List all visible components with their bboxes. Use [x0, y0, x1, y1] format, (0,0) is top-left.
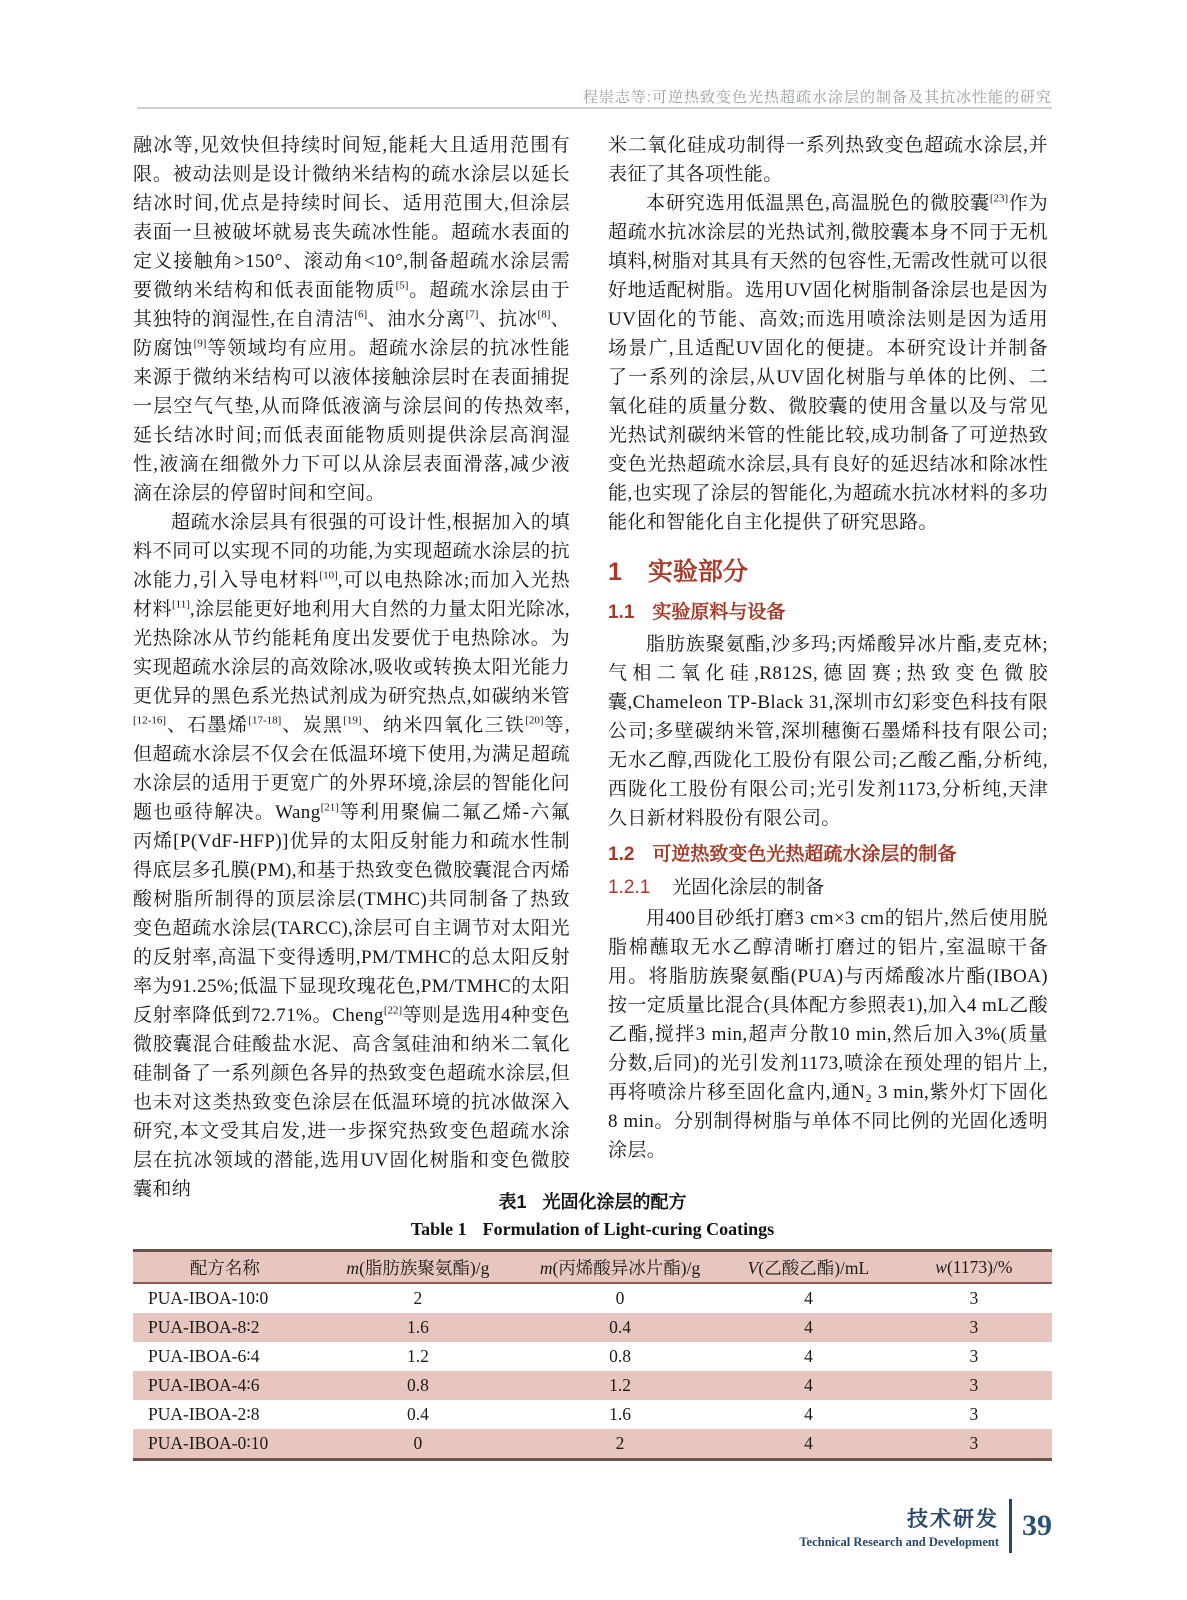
table-cell: PUA-IBOA-8∶2 — [148, 1317, 260, 1337]
column-label: (1173)/% — [946, 1256, 1013, 1277]
column-label: (乙酸乙酯)/mL — [758, 1257, 870, 1278]
paragraph: 本研究选用低温黑色,高温脱色的微胶囊[23]作为超疏水抗冰涂层的光热试剂,微胶囊本身不同于无机填料,树脂对其具有天然的包容性,无需改性就可以很好地适配树脂。选用UV固化树脂制备涂层也是因为UV固化的节能、高效;而选用喷涂法则是因为适用场景广,且适配UV固化的便捷。本研究设计并制备了一系列的涂层,从UV固化树脂与单体的比例、二氧化硅的质量分数、微胶囊的使用含量以及与常见光热试剂碳纳米管的性能比较,成功制备了可逆热致变色光热超疏水涂层,具有良好的延迟结冰和除冰性能,也实现了涂层的智能化,为超疏水抗冰材料的多功能化和智能化自主化提供了研究思路。 — [608, 192, 1048, 533]
table-header-row — [133, 1251, 1052, 1284]
table-cell: 0 — [413, 1433, 423, 1453]
section-number: 1 — [608, 558, 622, 586]
column-var: V — [747, 1257, 759, 1278]
table-cell: 2 — [413, 1288, 423, 1308]
table-cell: 3 — [969, 1404, 979, 1424]
table-cell: PUA-IBOA-0∶10 — [148, 1433, 269, 1453]
section-title: 可逆热致变色光热超疏水涂层的制备 — [652, 844, 957, 865]
table-cell: 1.2 — [609, 1375, 631, 1395]
table-cell: PUA-IBOA-2∶8 — [148, 1404, 260, 1424]
table-cell: 3 — [969, 1288, 979, 1308]
table-title-en-text: Formulation of Light-curing Coatings — [482, 1219, 775, 1239]
section-heading-1-2-1 — [608, 872, 1048, 899]
table-cell: PUA-IBOA-4∶6 — [148, 1375, 260, 1395]
column-header — [519, 1251, 721, 1284]
column-label: (脂肪族聚氨酯)/g — [359, 1257, 490, 1278]
footer-divider — [1009, 1499, 1012, 1553]
table-cell: 3 — [969, 1375, 979, 1395]
column-label: (丙烯酸异冰片酯)/g — [552, 1257, 701, 1278]
section-heading-1-2 — [608, 839, 1048, 866]
table-cell: 2 — [615, 1433, 625, 1453]
table-row — [133, 1342, 1052, 1371]
table-title-en — [133, 1219, 1052, 1240]
table-number-en: Table 1 — [410, 1219, 467, 1239]
column-header — [896, 1251, 1052, 1284]
table-row — [133, 1283, 1052, 1313]
table-row — [133, 1400, 1052, 1429]
table-title-cn — [133, 1188, 1052, 1214]
column-header — [133, 1251, 317, 1284]
table-row — [133, 1371, 1052, 1400]
table-cell: 1.6 — [609, 1404, 631, 1424]
paragraph: 脂肪族聚氨酯,沙多玛;丙烯酸异冰片酯,麦克林;气相二氧化硅,R812S,德固赛;热致变色微胶囊,Chameleon TP-Black 31,深圳市幻彩变色科技有限公司;多壁碳纳米管,深圳穗衡石墨烯科技有限公司;无水乙醇,西陇化工股份有限公司;乙酸乙酯,分析纯,西陇化工股份有限公司;光引发剂1173,分析纯,天津久日新材料股份有限公司。 — [608, 634, 1048, 829]
table-cell: 4 — [804, 1288, 813, 1308]
table-row — [133, 1429, 1052, 1460]
table-cell: 0 — [615, 1288, 625, 1308]
section-heading-1-1 — [608, 597, 1048, 624]
section-title: 光固化涂层的制备 — [672, 877, 825, 898]
column-var: w — [935, 1256, 947, 1277]
table-1-block — [133, 1188, 1052, 1461]
table-cell: 0.8 — [609, 1346, 631, 1366]
table-cell: 0.4 — [406, 1404, 429, 1424]
column-var: m — [346, 1257, 360, 1278]
table-cell: 4 — [804, 1346, 813, 1366]
running-head: 程崇志等:可逆热致变色光热超疏水涂层的制备及其抗冰性能的研究 — [582, 89, 1052, 106]
table-cell: 4 — [804, 1317, 813, 1337]
table-title-cn-text: 光固化涂层的配方 — [542, 1192, 687, 1212]
table-cell: 0.4 — [609, 1317, 631, 1337]
left-column — [133, 131, 570, 1204]
section-heading-1 — [608, 552, 1048, 588]
table-cell: 0.8 — [406, 1375, 429, 1395]
section-title: 实验原料与设备 — [652, 602, 786, 623]
section-number: 1.2 — [608, 844, 635, 865]
footer-section-en: Technical Research and Development — [799, 1534, 999, 1549]
table-cell: PUA-IBOA-6∶4 — [148, 1346, 260, 1366]
right-column — [608, 131, 1048, 1165]
table-cell: 1.6 — [406, 1317, 429, 1337]
section-number: 1.2.1 — [608, 877, 651, 898]
paragraph: 融冰等,见效快但持续时间短,能耗大且适用范围有限。被动法则是设计微纳米结构的疏水涂层以延长结冰时间,优点是持续时间长、适用范围大,但涂层表面一旦被破坏就易丧失疏冰性能。超疏水表面的定义接触角>150°、滚动角<10°,制备超疏水涂层需要微纳米结构和低表面能物质[5]。超疏水涂层由于其独特的润湿性,在自清洁[6]、油水分离[7]、抗冰[8]、防腐蚀[9]等领域均有应用。超疏水涂层的抗冰性能来源于微纳米结构可以液体接触涂层时在表面捕捉一层空气气垫,从而降低液滴与涂层间的传热效率,延长结冰时间;而低表面能物质则提供涂层高润湿性,液滴在细微外力下可以从涂层表面滑落,减少液滴在涂层的停留时间和空间。 — [133, 135, 571, 504]
column-label: 配方名称 — [189, 1257, 260, 1278]
column-header — [317, 1251, 519, 1284]
formulation-table — [133, 1249, 1052, 1461]
table-cell: 4 — [804, 1375, 813, 1395]
table-cell: 3 — [969, 1346, 979, 1366]
table-cell: 4 — [804, 1404, 813, 1424]
table-cell: 3 — [969, 1317, 979, 1337]
section-title: 实验部分 — [647, 558, 748, 586]
footer-section-cn: 技术研发 — [907, 1507, 999, 1531]
section-number: 1.1 — [608, 602, 635, 623]
paragraph: 用400目砂纸打磨3 cm×3 cm的铝片,然后使用脱脂棉蘸取无水乙醇清晰打磨过的铝片,室温晾干备用。将脂肪族聚氨酯(PUA)与丙烯酸冰片酯(IBOA)按一定质量比混合(具体配方参照表1),加入4 mL乙酸乙酯,搅拌3 min,超声分散10 min,然后加入3%(质量分数,后同)的光引发剂1173,喷涂在预处理的铝片上,再将喷涂片移至固化盒内,通N₂ 3 min,紫外灯下固化8 min。分别制得树脂与单体不同比例的光固化透明涂层。 — [608, 908, 1048, 1161]
table-cell: 4 — [804, 1433, 813, 1453]
column-var: m — [539, 1257, 553, 1278]
paragraph: 超疏水涂层具有很强的可设计性,根据加入的填料不同可以实现不同的功能,为实现超疏水涂层的抗冰能力,引入导电材料[10],可以电热除冰;而加入光热材料[11],涂层能更好地利用大自然的力量太阳光除冰,光热除冰从节约能耗角度出发要优于电热除冰。为实现超疏水涂层的高效除冰,吸收或转换太阳光能力更优异的黑色系光热试剂成为研究热点,如碳纳米管[12-16]、石墨烯[17-18]、炭黑[19]、纳米四氧化三铁[20]等,但超疏水涂层不仅会在低温环境下使用,为满足超疏水涂层的适用于更宽广的外界环境,涂层的智能化问题也亟待解决。Wang[21]等利用聚偏二氟乙烯-六氟丙烯[P(VdF-HFP)]优异的太阳反射能力和疏水性制得底层多孔膜(PM),和基于热致变色微胶囊混合丙烯酸树脂所制得的顶层涂层(TMHC)共同制备了热致变色超疏水涂层(TARCC),涂层可自主调节对太阳光的反射率,高温下变得透明,PM/TMHC的总太阳反射率为91.25%;低温下显现玫瑰花色,PM/TMHC的太阳反射率降低到72.71%。Cheng[22]等则是选用4种变色微胶囊混合硅酸盐水泥、高含氢硅油和纳米二氧化硅制备了一系列颜色各异的热致变色超疏水涂层,但也未对这类热致变色涂层在低温环境的抗冰做深入研究,本文受其启发,进一步探究热致变色超疏水涂层在抗冰领域的潜能,选用UV固化树脂和变色微胶囊和纳 — [133, 512, 571, 1200]
page-number: 39 — [1022, 1509, 1052, 1542]
table-number-cn: 表1 — [498, 1192, 527, 1212]
table-cell: PUA-IBOA-10∶0 — [148, 1288, 269, 1308]
table-cell: 3 — [969, 1433, 979, 1453]
header-rule — [137, 107, 1052, 109]
paragraph: 米二氧化硅成功制得一系列热致变色超疏水涂层,并表征了其各项性能。 — [608, 135, 1048, 185]
table-cell: 1.2 — [406, 1346, 429, 1366]
table-row — [133, 1313, 1052, 1342]
column-header — [721, 1251, 896, 1284]
footer-labels — [799, 1503, 999, 1550]
page-footer — [799, 1499, 1052, 1553]
